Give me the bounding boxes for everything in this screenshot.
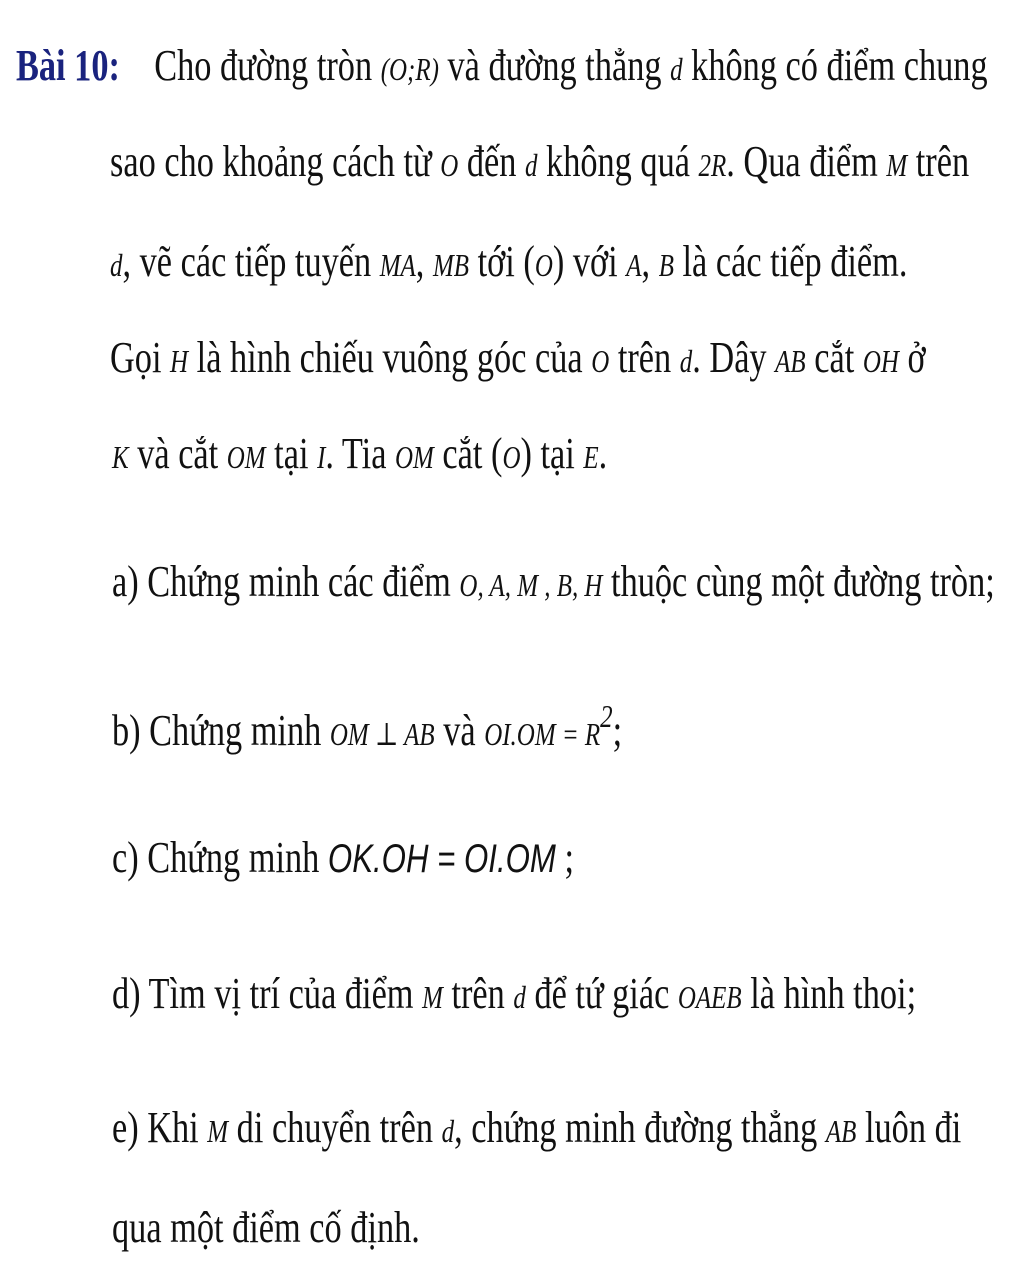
math: O (502, 439, 521, 475)
part-e (112, 1103, 962, 1152)
text: và (434, 706, 485, 755)
math: d (513, 979, 526, 1015)
part-c (112, 833, 575, 882)
problem-line-1 (16, 41, 988, 90)
math: H (170, 343, 189, 379)
problem-line-3 (110, 237, 908, 286)
math: AB (825, 1113, 857, 1149)
text: , chứng minh đường thẳng (454, 1103, 826, 1152)
text: ; (555, 833, 575, 882)
text: cắt (805, 333, 863, 382)
math: I (317, 439, 326, 475)
part-e-continued (112, 1203, 420, 1252)
math: OM (395, 439, 434, 475)
math: MA (379, 247, 416, 283)
math: d (441, 1113, 455, 1149)
text: và cắt (128, 429, 227, 478)
text: đến (458, 137, 525, 186)
text: tới ( (469, 237, 535, 286)
part-d (112, 969, 917, 1018)
math: MB (432, 247, 470, 283)
text: Gọi (110, 333, 171, 382)
exponent: 2 (600, 698, 613, 734)
text: b) Chứng minh (112, 706, 330, 755)
math: O (440, 147, 459, 183)
math: OM (226, 439, 266, 475)
text: ) với (552, 237, 627, 286)
math: d (110, 247, 123, 283)
problem-title: Bài 10: (16, 41, 120, 90)
text: . Tia (325, 429, 396, 478)
math: d (524, 147, 538, 183)
problem-line-5 (112, 429, 608, 478)
text: , vẽ các tiếp tuyến (122, 237, 380, 286)
math: AB (775, 343, 806, 379)
math: O (591, 343, 610, 379)
math: E (583, 439, 599, 475)
problem-line-4 (110, 333, 926, 382)
math: O (534, 247, 553, 283)
text: . Dây (692, 333, 776, 382)
math: OM ⊥ AB (329, 716, 435, 752)
math: O, A, M , B, H (459, 567, 603, 603)
text: trên (907, 137, 970, 186)
text: ; (612, 706, 623, 755)
math: M (886, 147, 908, 183)
text: không có điểm chung (682, 41, 988, 90)
text: tại (265, 429, 318, 478)
text: luôn đi (856, 1103, 962, 1152)
problem-line-2 (110, 137, 970, 186)
math: (O;R) (380, 51, 439, 87)
text: qua một điểm cố định. (112, 1203, 420, 1252)
math: d (670, 51, 683, 87)
text: ở (898, 333, 926, 382)
text: là hình chiếu vuông góc của (188, 333, 592, 382)
part-a (112, 557, 995, 606)
text: là hình thoi; (741, 969, 917, 1018)
text: di chuyển trên (228, 1103, 442, 1152)
text: cắt ( (433, 429, 503, 478)
math: d (679, 343, 693, 379)
text: và đường thẳng (438, 41, 671, 90)
text: a) Chứng minh các điểm (112, 557, 460, 606)
math: OH (862, 343, 899, 379)
math: OAEB (677, 979, 742, 1015)
text: ) tại (520, 429, 584, 478)
math: OI.OM = R (484, 716, 601, 752)
text: , (415, 237, 433, 286)
text: , (641, 237, 659, 286)
text: . Qua điểm (726, 137, 887, 186)
text: e) Khi (112, 1103, 208, 1152)
text: thuộc cùng một đường tròn; (602, 557, 995, 606)
math: OK.OH = OI.OM (327, 837, 556, 881)
math: A (626, 247, 642, 283)
text: trên (442, 969, 514, 1018)
text: trên (609, 333, 680, 382)
text: là các tiếp điểm. (673, 237, 908, 286)
math: M (422, 979, 443, 1015)
text: sao cho khoảng cách từ (110, 137, 441, 186)
part-b (112, 700, 622, 753)
text: c) Chứng minh (112, 833, 328, 882)
math: K (112, 439, 129, 475)
text: Cho đường tròn (154, 41, 381, 90)
text: d) Tìm vị trí của điểm (112, 969, 423, 1018)
text: để tứ giác (525, 969, 678, 1018)
math: 2R (698, 147, 727, 183)
text: không quá (537, 137, 699, 186)
text: . (598, 429, 608, 478)
math: B (658, 247, 674, 283)
math: M (207, 1113, 229, 1149)
